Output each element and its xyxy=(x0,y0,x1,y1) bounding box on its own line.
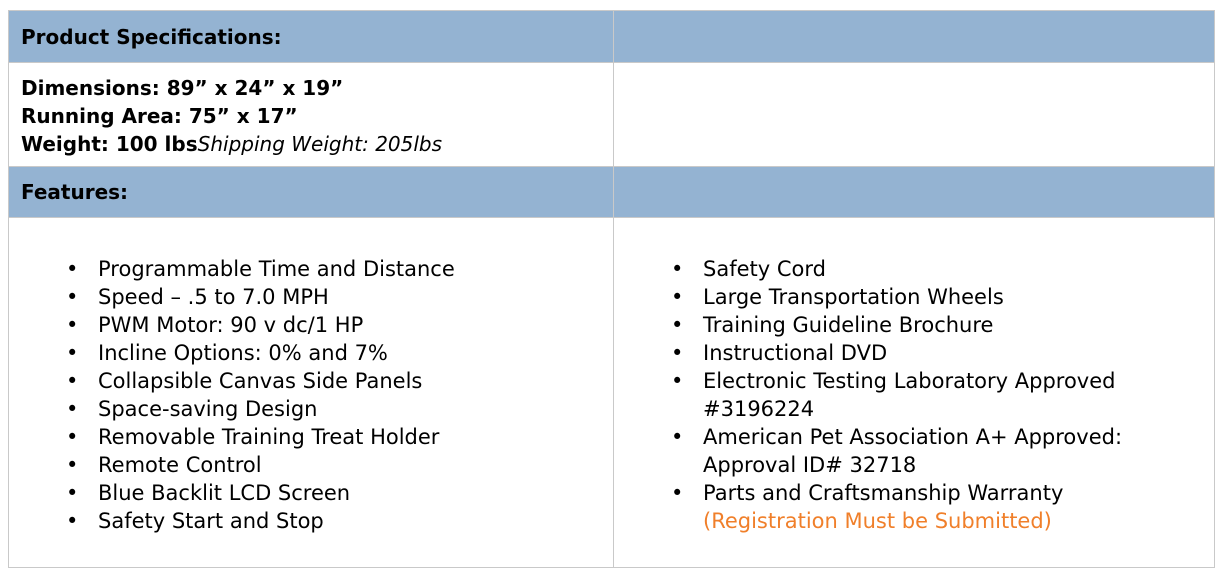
features-list-right xyxy=(671,255,1122,535)
feature-item: • Remote Control xyxy=(66,451,455,479)
feature-item: • Space-saving Design xyxy=(66,395,455,423)
features-header-row xyxy=(9,167,1214,218)
feature-text: Training Guideline Brochure xyxy=(703,313,994,337)
dimensions: Dimensions: 89” x 24” x 19” xyxy=(21,76,344,100)
feature-item xyxy=(671,311,1122,339)
warranty-note: (Registration Must be Submitted) xyxy=(703,509,1052,533)
features-list-left xyxy=(66,255,455,535)
feature-item: • Collapsible Canvas Side Panels xyxy=(66,367,455,395)
feature-text-continued: #3196224 xyxy=(703,397,815,421)
feature-item: • Programmable Time and Distance xyxy=(66,255,455,283)
specs-row xyxy=(9,63,1214,167)
feature-item: • Incline Options: 0% and 7% xyxy=(66,339,455,367)
feature-item: • Removable Training Treat Holder xyxy=(66,423,455,451)
feature-item xyxy=(671,367,1122,423)
feature-text: Safety Cord xyxy=(703,257,826,281)
feature-item xyxy=(671,339,1122,367)
product-specs-table xyxy=(8,10,1215,568)
running-area: Running Area: 75” x 17” xyxy=(21,104,298,128)
feature-item: • Blue Backlit LCD Screen xyxy=(66,479,455,507)
feature-item: • Speed – .5 to 7.0 MPH xyxy=(66,283,455,311)
features-row xyxy=(9,218,1214,567)
features-header: Features: xyxy=(21,180,129,204)
feature-item xyxy=(671,283,1122,311)
specs-block xyxy=(21,74,442,158)
feature-item xyxy=(671,255,1122,283)
shipping-weight: Shipping Weight: 205lbs xyxy=(197,132,443,156)
feature-item: • Safety Start and Stop xyxy=(66,507,455,535)
feature-text: Instructional DVD xyxy=(703,341,888,365)
feature-text: Electronic Testing Laboratory Approved xyxy=(703,369,1116,393)
specs-header: Product Specifications: xyxy=(21,25,282,49)
feature-text: Large Transportation Wheels xyxy=(703,285,1004,309)
feature-text-continued: Approval ID# 32718 xyxy=(703,453,917,477)
weight: Weight: 100 lbs xyxy=(21,132,198,156)
feature-text: American Pet Association A+ Approved: xyxy=(703,425,1123,449)
feature-item xyxy=(671,479,1122,535)
feature-text: Parts and Craftsmanship Warranty xyxy=(703,481,1064,505)
specs-header-row xyxy=(9,11,1214,63)
feature-item: • PWM Motor: 90 v dc/1 HP xyxy=(66,311,455,339)
feature-item xyxy=(671,423,1122,479)
